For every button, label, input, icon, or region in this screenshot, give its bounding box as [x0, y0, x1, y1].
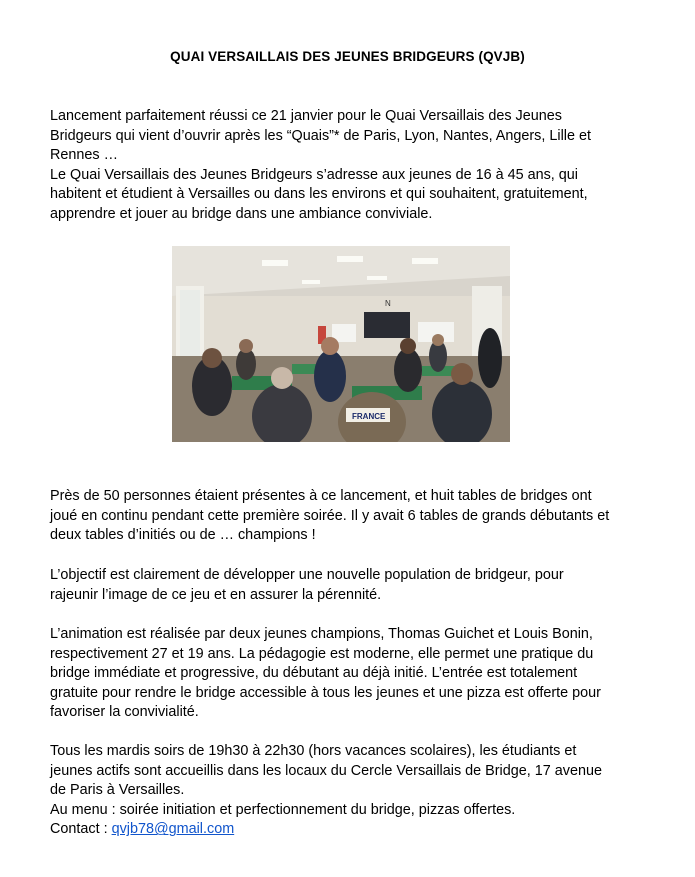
banner-text: FRANCE [352, 412, 386, 421]
text-line: Bridgeurs qui vient d’ouvrir après les “Quais”* de Paris, Lyon, Nantes, Angers, Lille et [50, 127, 591, 144]
objective-paragraph [50, 566, 650, 605]
text-line: Le Quai Versaillais des Jeunes Bridgeurs s’adresse aux jeunes de 16 à 45 ans, qui [50, 166, 578, 183]
sign-letter: N [385, 299, 391, 308]
attendance-paragraph [50, 487, 650, 546]
text-line: habitent et étudient à Versailles ou dans les environs et qui souhaitent, gratuitement, [50, 186, 588, 203]
text-line: apprendre et jouer au bridge dans une ambiance conviviale. [50, 205, 433, 222]
text-line: Tous les mardis soirs de 19h30 à 22h30 (hors vacances scolaires), les étudiants et [50, 743, 577, 759]
text-line: de Paris à Versailles. [50, 782, 185, 799]
animation-paragraph [50, 625, 650, 723]
text-line: jeunes actifs sont accueillis dans les locaux du Cercle Versaillais de Bridge, 17 avenue [50, 762, 602, 779]
text-line: L’animation est réalisée par deux jeunes champions, Thomas Guichet et Louis Bonin, [50, 626, 593, 642]
text-line: gratuite pour rendre le bridge accessible à tous les jeunes et une pizza est offerte pour [50, 684, 601, 701]
intro-paragraph [50, 107, 650, 225]
text-line: joué en continu pendant cette première soirée. Il y avait 6 tables de grands débutants et [50, 507, 610, 524]
text-line: bridge immédiate et progressive, du débutant au déjà initié. L’entrée est totalement [50, 665, 578, 682]
text-line: Lancement parfaitement réussi ce 21 janvier pour le Quai Versaillais des Jeunes [50, 108, 562, 124]
contact-email-link[interactable]: qvjb78@gmail.com [111, 821, 235, 838]
text-line: rajeunir l’image de ce jeu et en assurer la pérennité. [50, 586, 382, 603]
text-line: Près de 50 personnes étaient présentes à ce lancement, et huit tables de bridges ont [50, 488, 592, 504]
text-line: deux tables d’initiés ou de … champions ! [50, 527, 316, 544]
text-line: L’objectif est clairement de développer une nouvelle population de bridgeur, pour [50, 567, 564, 583]
contact-line [50, 820, 650, 840]
schedule-paragraph [50, 742, 650, 840]
text-line: Rennes … [50, 147, 118, 164]
text-line: favoriser la convivialité. [50, 704, 199, 721]
bridge-club-photo [172, 246, 510, 442]
contact-label: Contact : [50, 821, 112, 838]
text-line: Au menu : soirée initiation et perfectionnement du bridge, pizzas offertes. [50, 801, 516, 818]
text-line: respectivement 27 et 19 ans. La pédagogie est moderne, elle permet une pratique du [50, 645, 594, 662]
document-title: QUAI VERSAILLAIS DES JEUNES BRIDGEURS (QVJB) [170, 49, 525, 64]
